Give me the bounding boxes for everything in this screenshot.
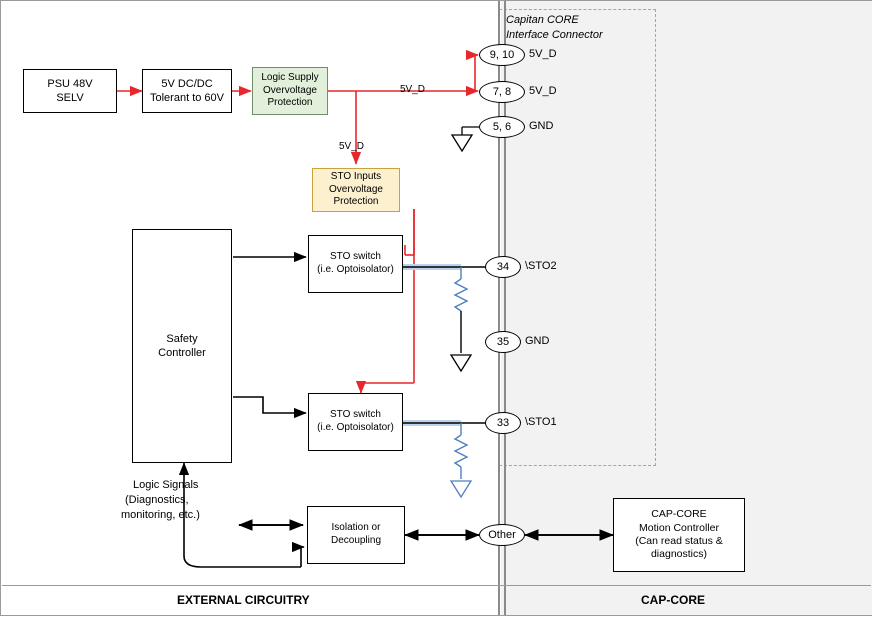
motion-controller-line4: diagnostics) — [650, 548, 707, 561]
pin-5-6-label: GND — [529, 120, 554, 132]
pin-5-6 — [479, 116, 525, 138]
logic-supply-line3: Protection — [267, 97, 313, 109]
pin-35 — [485, 331, 521, 353]
sto-switch-2-block — [308, 235, 403, 293]
capcore-title: CAP-CORE — [641, 593, 706, 607]
pin-34-number: 34 — [496, 261, 510, 273]
pin-9-10 — [479, 44, 525, 66]
logic-signals-line3: monitoring, etc.) — [121, 509, 200, 521]
pin-9-10-number: 9, 10 — [489, 49, 515, 61]
motion-controller-line3: (Can read status & — [635, 535, 723, 547]
isolation-line1: Isolation or — [331, 522, 381, 534]
pin-other — [479, 524, 525, 546]
sto-switch-2-line1: STO switch — [330, 251, 381, 263]
logic-supply-overvoltage-protection-block — [252, 67, 328, 115]
psu-block — [23, 69, 117, 113]
net-label-5vd-right: 5V_D — [400, 84, 426, 95]
motion-controller-line2: Motion Controller — [639, 521, 719, 534]
pin-34-label: \STO2 — [525, 260, 557, 272]
footer-divider — [2, 585, 871, 586]
pin-7-8-number: 7, 8 — [492, 86, 512, 98]
interface-connector-region — [496, 9, 656, 466]
pin-35-label: GND — [525, 335, 550, 347]
interface-connector-title-line2: Interface Connector — [506, 29, 603, 41]
pin-35-number: 35 — [496, 336, 510, 348]
sto-switch-2-line2: (i.e. Optoisolator) — [317, 264, 394, 275]
dcdc-line2: Tolerant to 60V — [150, 92, 224, 104]
dcdc-line1: 5V DC/DC — [161, 77, 213, 90]
pin-33 — [485, 412, 521, 434]
sto-inputs-overvoltage-protection-block — [312, 168, 400, 212]
pin-7-8-label: 5V_D — [529, 85, 557, 97]
pin-34 — [485, 256, 521, 278]
pin-9-10-label: 5V_D — [529, 48, 557, 60]
sto-inputs-line1: STO Inputs — [330, 170, 382, 182]
motion-controller-line1: CAP-CORE — [651, 508, 707, 521]
isolation-line2: Decoupling — [330, 535, 382, 546]
isolation-decoupling-block — [307, 506, 405, 564]
pin-other-number: Other — [488, 529, 516, 541]
logic-supply-line2: Overvoltage — [263, 84, 317, 96]
psu-line1: PSU 48V — [47, 77, 93, 90]
safety-controller-line1: Safety — [166, 332, 198, 345]
interface-connector-title-line1: Capitan CORE — [506, 14, 579, 26]
safety-controller-block — [132, 229, 232, 463]
pin-7-8 — [479, 81, 525, 103]
sto-switch-1-line2: (i.e. Optoisolator) — [317, 422, 394, 433]
sto-inputs-line2: Overvoltage — [329, 183, 383, 195]
net-label-5vd-down: 5V_D — [339, 141, 365, 152]
safety-controller-line2: Controller — [158, 347, 206, 359]
external-circuitry-title: EXTERNAL CIRCUITRY — [177, 593, 310, 607]
sto-switch-1-line1: STO switch — [330, 409, 381, 421]
pin-33-number: 33 — [496, 417, 510, 429]
sto-switch-1-block — [308, 393, 403, 451]
pin-5-6-number: 5, 6 — [492, 121, 512, 133]
psu-line2: SELV — [56, 92, 84, 104]
pin-33-label: \STO1 — [525, 416, 557, 428]
logic-supply-line1: Logic Supply — [261, 71, 319, 83]
logic-signals-line1: Logic Signals — [133, 479, 199, 491]
sto-inputs-line3: Protection — [333, 196, 379, 208]
motion-controller-block — [613, 498, 745, 572]
dcdc-block — [142, 69, 232, 113]
logic-signals-line2: (Diagnostics, — [125, 494, 189, 506]
